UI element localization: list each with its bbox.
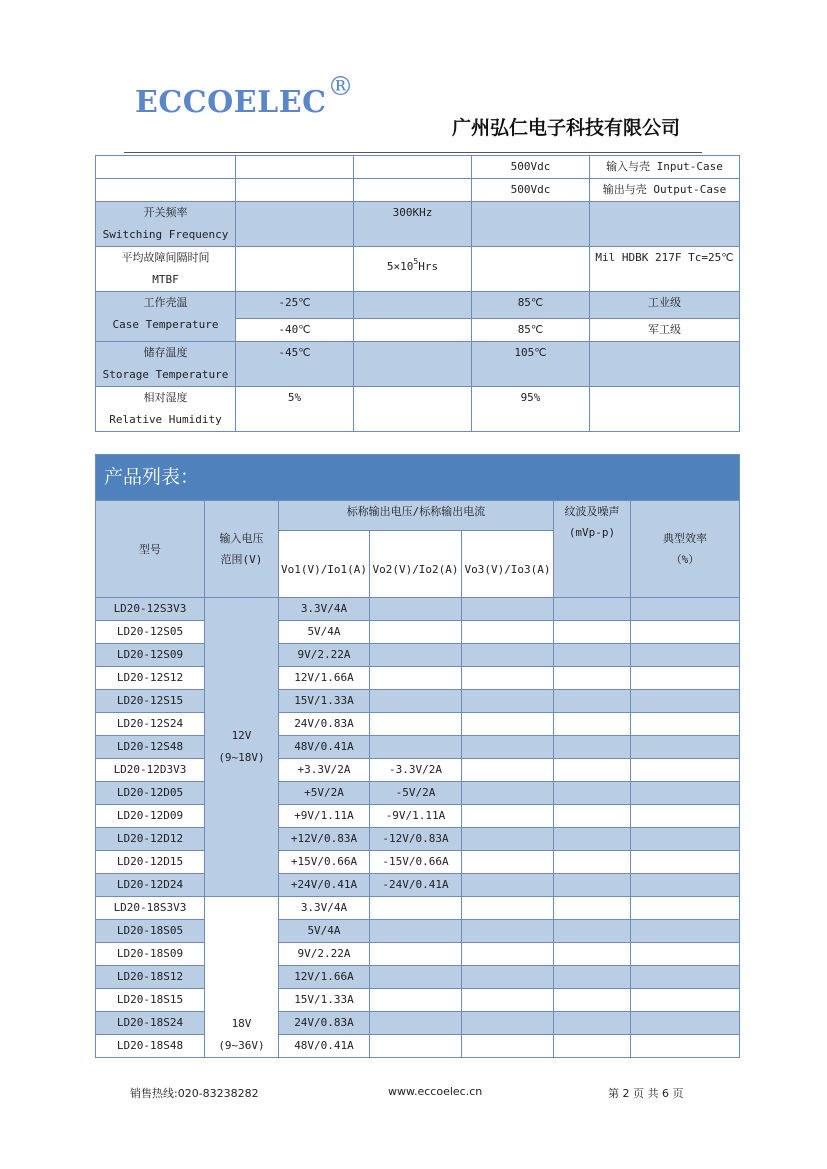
col-header-vo2: Vo2(V)/Io2(A) xyxy=(370,531,462,598)
spec-row xyxy=(96,202,740,247)
efficiency-cell xyxy=(631,874,740,897)
vo1-cell: 15V/1.33A xyxy=(279,989,370,1012)
spec-note: 工业级 xyxy=(590,292,740,319)
col-header-ripple: 纹波及噪声(mVp-p) xyxy=(554,501,631,598)
efficiency-cell xyxy=(631,1012,740,1035)
vo3-cell xyxy=(462,1012,554,1035)
ripple-cell xyxy=(554,897,631,920)
vo3-cell xyxy=(462,874,554,897)
vo3-cell xyxy=(462,989,554,1012)
ripple-cell xyxy=(554,690,631,713)
vo2-cell: -15V/0.66A xyxy=(370,851,462,874)
spec-param-cn: 储存温度 xyxy=(143,346,188,359)
model-cell: LD20-12D15 xyxy=(96,851,205,874)
spec-row xyxy=(96,156,740,179)
efficiency-cell xyxy=(631,920,740,943)
vo2-cell: -12V/0.83A xyxy=(370,828,462,851)
col-header-vo1: Vo1(V)/Io1(A) xyxy=(279,531,370,598)
spec-param-cn: 工作壳温 xyxy=(143,296,188,309)
spec-min: -25℃ xyxy=(236,292,354,319)
table-row xyxy=(96,644,740,667)
vo1-cell: +9V/1.11A xyxy=(279,805,370,828)
model-cell: LD20-12S48 xyxy=(96,736,205,759)
vo3-cell xyxy=(462,943,554,966)
spec-note: 输入与壳 Input-Case xyxy=(590,156,740,179)
vo3-cell xyxy=(462,920,554,943)
model-cell: LD20-18S24 xyxy=(96,1012,205,1035)
spec-max xyxy=(472,202,590,247)
spec-typ xyxy=(354,179,472,202)
model-cell: LD20-12S24 xyxy=(96,713,205,736)
spec-typ xyxy=(354,319,472,342)
vo1-cell: 15V/1.33A xyxy=(279,690,370,713)
vo3-cell xyxy=(462,828,554,851)
vo2-cell xyxy=(370,1012,462,1035)
ripple-cell xyxy=(554,644,631,667)
ripple-cell xyxy=(554,1035,631,1058)
col-header-vo3: Vo3(V)/Io3(A) xyxy=(462,531,554,598)
efficiency-cell xyxy=(631,989,740,1012)
spec-min xyxy=(236,247,354,292)
vo2-cell xyxy=(370,598,462,621)
vo3-cell xyxy=(462,897,554,920)
model-cell: LD20-18S12 xyxy=(96,966,205,989)
model-cell: LD20-12D09 xyxy=(96,805,205,828)
vo1-cell: 48V/0.41A xyxy=(279,736,370,759)
model-cell: LD20-12S15 xyxy=(96,690,205,713)
table-row xyxy=(96,920,740,943)
spec-param-en: Storage Temperature xyxy=(102,368,229,381)
model-cell: LD20-12S3V3 xyxy=(96,598,205,621)
efficiency-cell xyxy=(631,713,740,736)
ripple-cell xyxy=(554,736,631,759)
model-cell: LD20-12S09 xyxy=(96,644,205,667)
spec-typ xyxy=(354,387,472,432)
vo2-cell xyxy=(370,713,462,736)
model-cell: LD20-12S12 xyxy=(96,667,205,690)
spec-max: 85℃ xyxy=(472,319,590,342)
spec-min: -40℃ xyxy=(236,319,354,342)
product-list-title: 产品列表： xyxy=(96,455,740,501)
vo3-cell xyxy=(462,805,554,828)
spec-typ xyxy=(354,342,472,387)
input-voltage: 18V xyxy=(231,1017,252,1030)
vo1-cell: +12V/0.83A xyxy=(279,828,370,851)
vo2-cell: -3.3V/2A xyxy=(370,759,462,782)
vo2-cell xyxy=(370,989,462,1012)
efficiency-cell xyxy=(631,1035,740,1058)
vo3-cell xyxy=(462,667,554,690)
company-logo: ECCOELEC® xyxy=(135,72,354,120)
efficiency-cell xyxy=(631,759,740,782)
spec-param-cn: 相对湿度 xyxy=(143,391,188,404)
table-row xyxy=(96,759,740,782)
vo1-cell: 12V/1.66A xyxy=(279,966,370,989)
ripple-cell xyxy=(554,966,631,989)
spec-param xyxy=(96,179,236,202)
ripple-cell xyxy=(554,874,631,897)
spec-param-en: Switching Frequency xyxy=(102,228,229,241)
vo1-cell: 5V/4A xyxy=(279,621,370,644)
model-cell: LD20-12D24 xyxy=(96,874,205,897)
vo3-cell xyxy=(462,598,554,621)
table-row xyxy=(96,989,740,1012)
ripple-cell xyxy=(554,759,631,782)
spec-note: 军工级 xyxy=(590,319,740,342)
col-header-model: 型号 xyxy=(96,501,205,598)
ripple-cell xyxy=(554,598,631,621)
spec-max: 500Vdc xyxy=(472,179,590,202)
input-range: (9~18V) xyxy=(218,751,265,764)
model-cell: LD20-12D3V3 xyxy=(96,759,205,782)
table-row xyxy=(96,1012,740,1035)
vo3-cell xyxy=(462,713,554,736)
spec-min xyxy=(236,202,354,247)
spec-note: Mil HDBK 217F Tc=25℃ xyxy=(590,247,740,292)
vo3-cell xyxy=(462,690,554,713)
col-header-nominal-output: 标称输出电压/标称输出电流 xyxy=(279,501,554,531)
ripple-cell xyxy=(554,920,631,943)
input-range-cell xyxy=(205,897,279,1058)
vo1-cell: +5V/2A xyxy=(279,782,370,805)
page-number: 第 2 页 共 6 页 xyxy=(608,1087,684,1100)
model-cell: LD20-12D05 xyxy=(96,782,205,805)
vo2-cell xyxy=(370,667,462,690)
spec-param-cn: 平均故障间隔时间 xyxy=(121,251,210,264)
vo1-cell: +15V/0.66A xyxy=(279,851,370,874)
vo3-cell xyxy=(462,1035,554,1058)
table-row xyxy=(96,897,740,920)
ripple-cell xyxy=(554,782,631,805)
table-row xyxy=(96,598,740,621)
efficiency-cell xyxy=(631,782,740,805)
model-cell: LD20-12D12 xyxy=(96,828,205,851)
spec-param xyxy=(96,202,236,247)
spec-row xyxy=(96,179,740,202)
table-row xyxy=(96,621,740,644)
efficiency-cell xyxy=(631,598,740,621)
ripple-cell xyxy=(554,667,631,690)
input-voltage: 12V xyxy=(231,729,252,742)
efficiency-cell xyxy=(631,943,740,966)
vo1-cell: 9V/2.22A xyxy=(279,943,370,966)
vo3-cell xyxy=(462,851,554,874)
spec-typ: 300KHz xyxy=(354,202,472,247)
efficiency-cell xyxy=(631,966,740,989)
model-cell: LD20-18S3V3 xyxy=(96,897,205,920)
spec-typ-unit: Hrs xyxy=(418,260,439,273)
vo2-cell xyxy=(370,644,462,667)
efficiency-cell xyxy=(631,667,740,690)
spec-note xyxy=(590,202,740,247)
vo2-cell: -5V/2A xyxy=(370,782,462,805)
spec-min xyxy=(236,179,354,202)
vo2-cell: -9V/1.11A xyxy=(370,805,462,828)
spec-max: 95% xyxy=(472,387,590,432)
ripple-cell xyxy=(554,621,631,644)
vo2-cell xyxy=(370,943,462,966)
vo2-cell xyxy=(370,966,462,989)
vo1-cell: 24V/0.83A xyxy=(279,713,370,736)
table-row xyxy=(96,667,740,690)
ripple-cell xyxy=(554,989,631,1012)
spec-row xyxy=(96,247,740,292)
model-cell: LD20-18S48 xyxy=(96,1035,205,1058)
spec-note: 输出与壳 Output-Case xyxy=(590,179,740,202)
spec-min xyxy=(236,156,354,179)
model-cell: LD20-18S15 xyxy=(96,989,205,1012)
model-cell: LD20-12S05 xyxy=(96,621,205,644)
ripple-cell xyxy=(554,851,631,874)
table-row xyxy=(96,943,740,966)
ripple-cell xyxy=(554,828,631,851)
ripple-cell xyxy=(554,943,631,966)
vo1-cell: 48V/0.41A xyxy=(279,1035,370,1058)
table-row xyxy=(96,736,740,759)
efficiency-cell xyxy=(631,851,740,874)
spec-max: 105℃ xyxy=(472,342,590,387)
spec-note xyxy=(590,342,740,387)
spec-typ xyxy=(354,156,472,179)
spec-typ-base: 5×10 xyxy=(386,260,414,273)
table-row xyxy=(96,782,740,805)
efficiency-cell xyxy=(631,690,740,713)
company-name: 广州弘仁电子科技有限公司 xyxy=(452,117,681,139)
spec-table xyxy=(95,155,740,432)
vo3-cell xyxy=(462,621,554,644)
spec-param xyxy=(96,247,236,292)
spec-row xyxy=(96,387,740,432)
spec-max: 85℃ xyxy=(472,292,590,319)
header-divider xyxy=(124,152,702,153)
vo2-cell xyxy=(370,920,462,943)
spec-min: -45℃ xyxy=(236,342,354,387)
vo1-cell: 3.3V/4A xyxy=(279,598,370,621)
spec-param-en: Case Temperature xyxy=(112,318,219,331)
vo3-cell xyxy=(462,759,554,782)
vo2-cell: -24V/0.41A xyxy=(370,874,462,897)
spec-typ xyxy=(354,247,472,292)
vo3-cell xyxy=(462,782,554,805)
col-header-efficiency: 典型效率（%） xyxy=(631,501,740,598)
efficiency-cell xyxy=(631,805,740,828)
ripple-cell xyxy=(554,1012,631,1035)
vo1-cell: 3.3V/4A xyxy=(279,897,370,920)
vo1-cell: 24V/0.83A xyxy=(279,1012,370,1035)
spec-param xyxy=(96,292,236,342)
spec-param xyxy=(96,156,236,179)
vo2-cell xyxy=(370,690,462,713)
input-range: (9~36V) xyxy=(218,1039,265,1052)
efficiency-cell xyxy=(631,736,740,759)
spec-max xyxy=(472,247,590,292)
table-row xyxy=(96,966,740,989)
table-row xyxy=(96,805,740,828)
vo2-cell xyxy=(370,897,462,920)
table-row xyxy=(96,828,740,851)
vo1-cell: 5V/4A xyxy=(279,920,370,943)
efficiency-cell xyxy=(631,828,740,851)
ripple-cell xyxy=(554,713,631,736)
vo2-cell xyxy=(370,621,462,644)
vo3-cell xyxy=(462,966,554,989)
input-range-cell xyxy=(205,598,279,897)
spec-min: 5% xyxy=(236,387,354,432)
table-row xyxy=(96,874,740,897)
efficiency-cell xyxy=(631,621,740,644)
ripple-cell xyxy=(554,805,631,828)
sales-hotline: 销售热线:020-83238282 xyxy=(130,1087,259,1100)
table-row xyxy=(96,851,740,874)
table-row xyxy=(96,1035,740,1058)
product-table xyxy=(95,454,740,1058)
vo1-cell: +24V/0.41A xyxy=(279,874,370,897)
spec-max: 500Vdc xyxy=(472,156,590,179)
vo3-cell xyxy=(462,644,554,667)
vo1-cell: +3.3V/2A xyxy=(279,759,370,782)
vo1-cell: 12V/1.66A xyxy=(279,667,370,690)
spec-note xyxy=(590,387,740,432)
spec-param xyxy=(96,342,236,387)
efficiency-cell xyxy=(631,644,740,667)
vo2-cell xyxy=(370,736,462,759)
website: www.eccoelec.cn xyxy=(388,1085,483,1098)
spec-param-en: MTBF xyxy=(152,273,179,286)
table-row xyxy=(96,690,740,713)
spec-param-en: Relative Humidity xyxy=(109,413,222,426)
model-cell: LD20-18S09 xyxy=(96,943,205,966)
table-row xyxy=(96,713,740,736)
vo2-cell xyxy=(370,1035,462,1058)
spec-param xyxy=(96,387,236,432)
spec-typ-exp: 5 xyxy=(413,257,419,266)
vo3-cell xyxy=(462,736,554,759)
efficiency-cell xyxy=(631,897,740,920)
spec-row xyxy=(96,292,740,319)
spec-param-cn: 开关频率 xyxy=(143,206,188,219)
col-header-input-range: 输入电压范围(V) xyxy=(205,501,279,598)
spec-row xyxy=(96,342,740,387)
model-cell: LD20-18S05 xyxy=(96,920,205,943)
spec-typ xyxy=(354,292,472,319)
vo1-cell: 9V/2.22A xyxy=(279,644,370,667)
